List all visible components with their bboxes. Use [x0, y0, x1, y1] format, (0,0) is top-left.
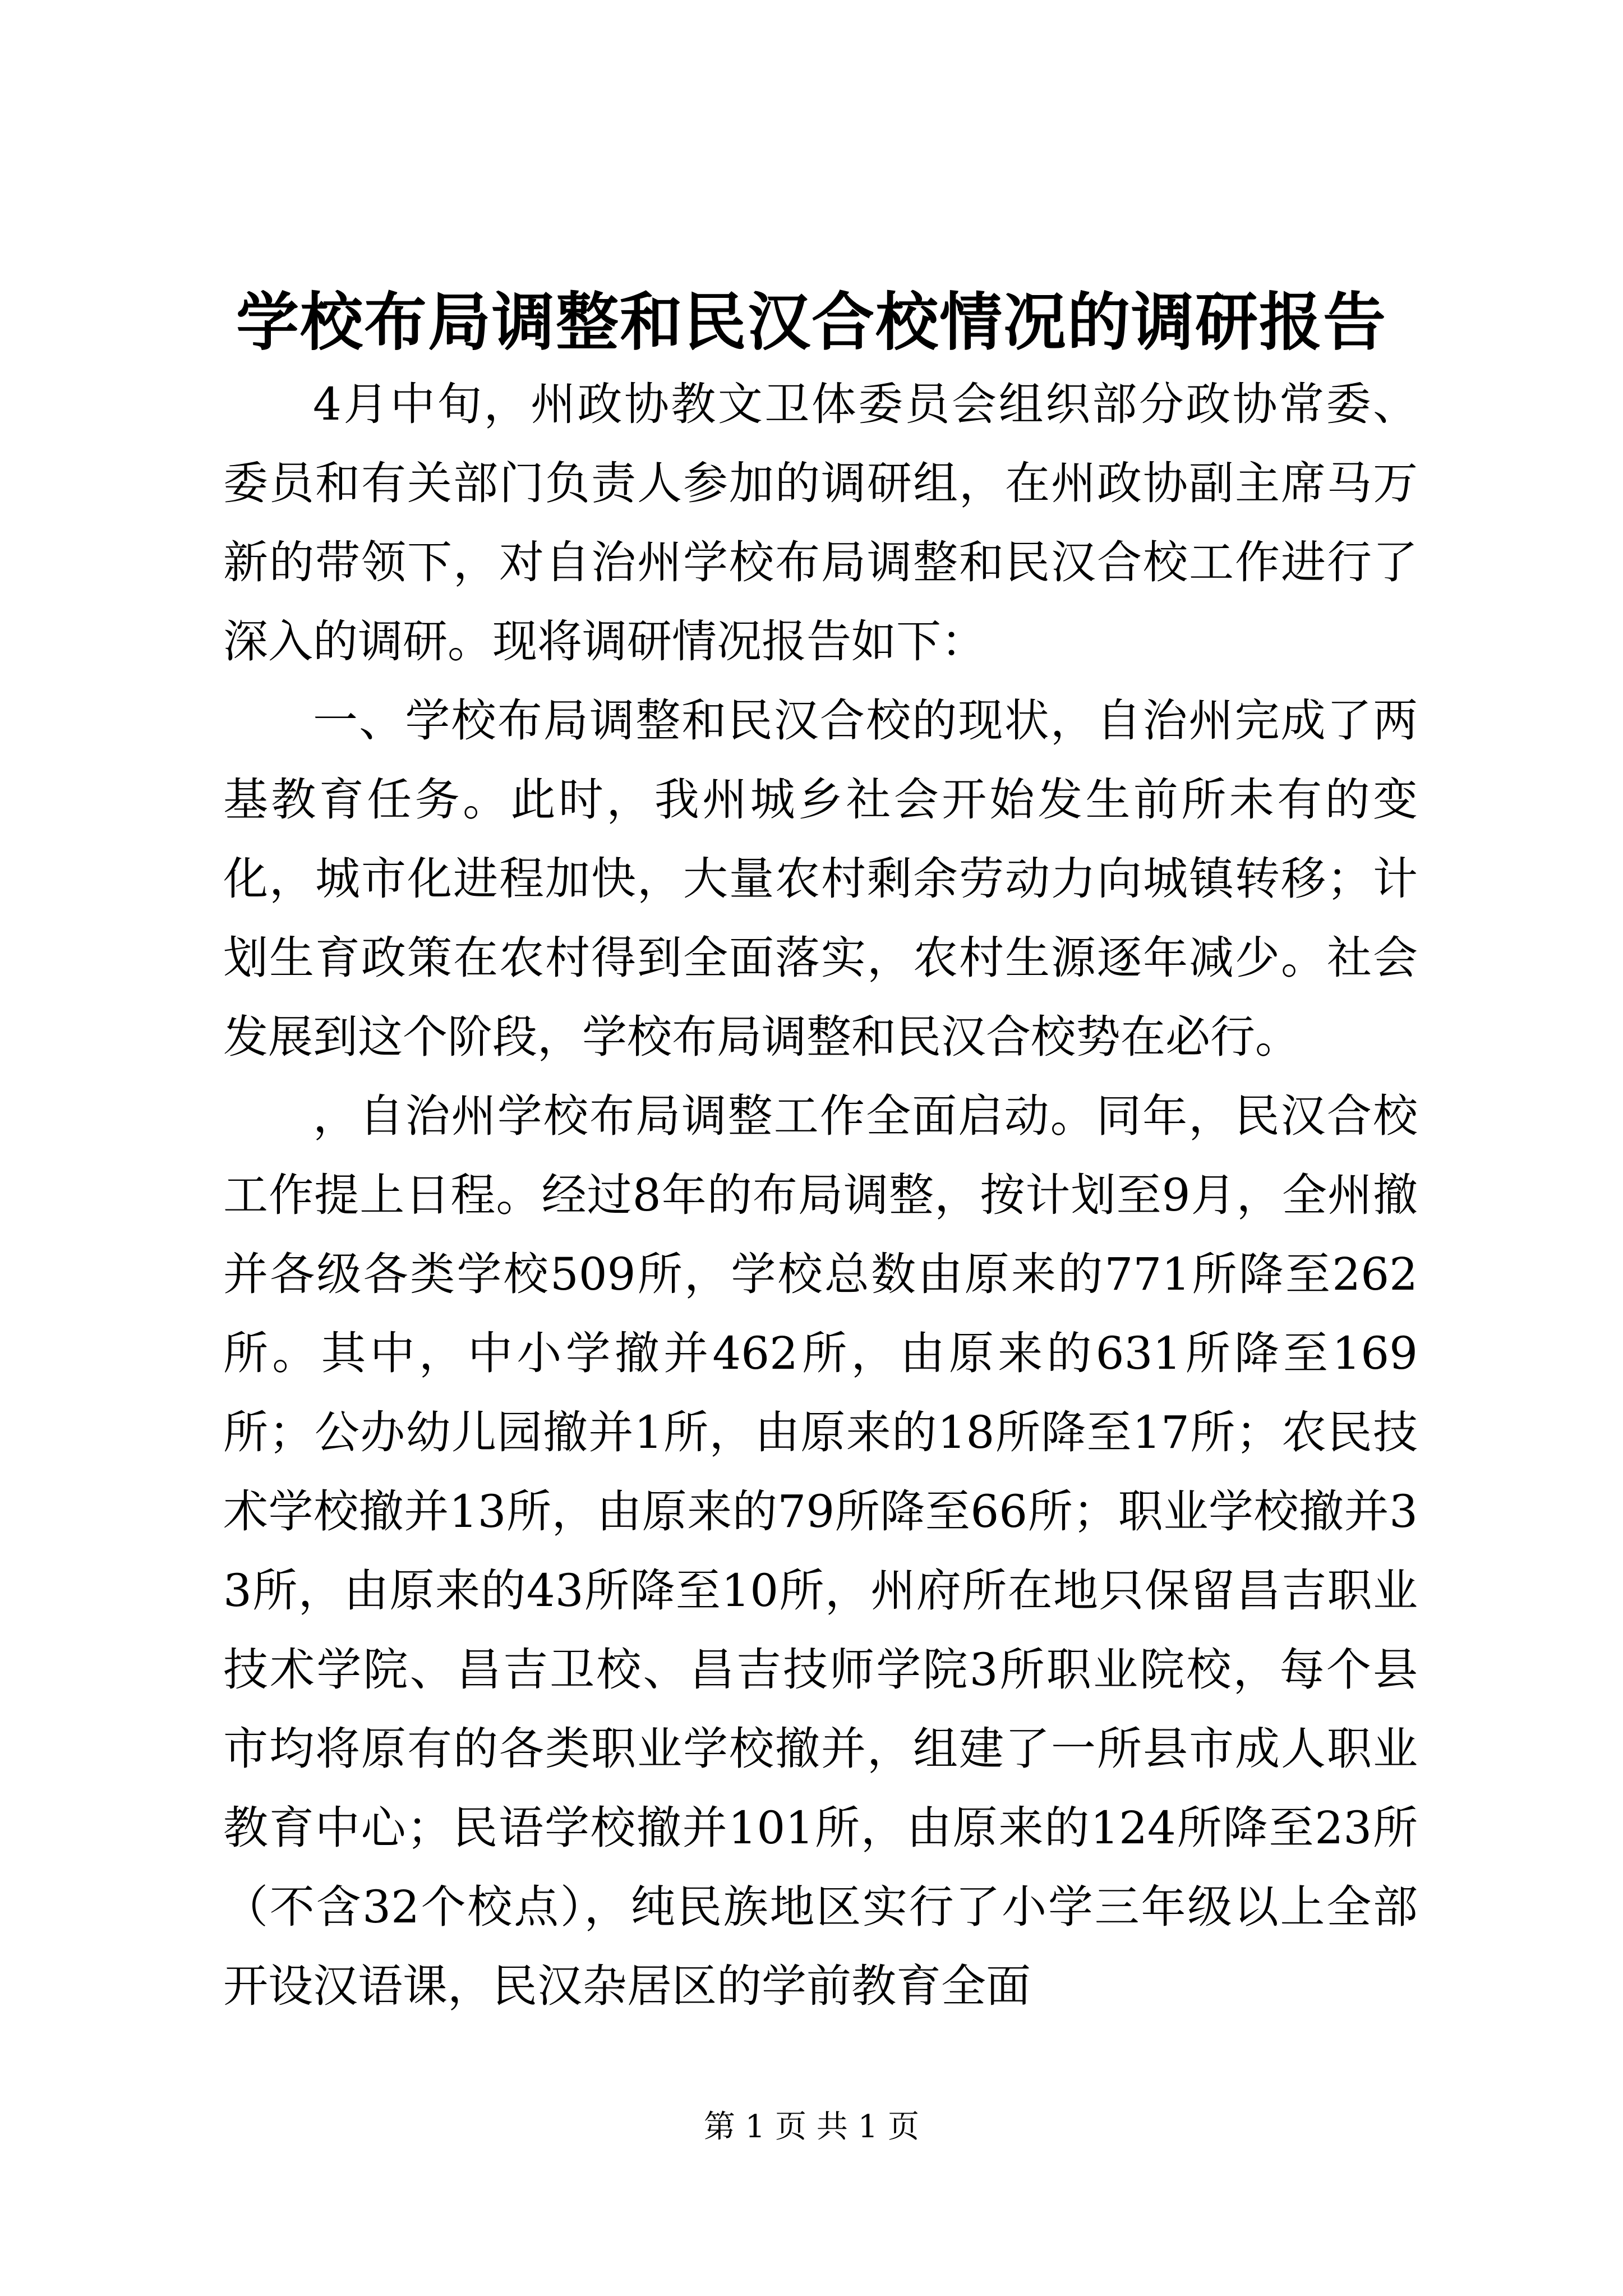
page-footer: 第 1 页 共 1 页	[703, 2109, 920, 2145]
paragraph-section-one: 一、学校布局调整和民汉合校的现状，自治州完成了两基教育任务。此时，我州城乡社会开始发生前所未有的变化，城市化进程加快，大量农村剩余劳动力向城镇转移；计划生育政策在农村得到全面落实，农村生源逐年减少。社会发展到这个阶段，学校布局调整和民汉合校势在必行。	[223, 694, 1418, 1063]
document-body	[223, 365, 1418, 2026]
paragraph-intro: 4月中旬，州政协教文卫体委员会组织部分政协常委、委员和有关部门负责人参加的调研组，在州政协副主席马万新的带领下，对自治州学校布局调整和民汉合校工作进行了深入的调研。现将调研情况报告如下：	[223, 378, 1418, 668]
document-title: 学校布局调整和民汉合校情况的调研报告	[236, 286, 1387, 359]
paragraph-statistics: ，自治州学校布局调整工作全面启动。同年，民汉合校工作提上日程。经过8年的布局调整，按计划至9月，全州撤并各级各类学校509所，学校总数由原来的771所降至262所。其中，中小学撤并462所，由原来的631所降至169所；公办幼儿园撤并1所，由原来的18所降至17所；农民技术学校撤并13所，由原来的79所降至66所；职业学校撤并33所，由原来的43所降至10所，州府所在地只保留昌吉职业技术学院、昌吉卫校、昌吉技师学院3所职业院校，每个县市均将原有的各类职业学校撤并，组建了一所县市成人职业教育中心；民语学校撤并101所，由原来的124所降至23所（不含32个校点），纯民族地区实行了小学三年级以上全部开设汉语课，民汉杂居区的学前教育全面	[223, 1090, 1418, 2012]
